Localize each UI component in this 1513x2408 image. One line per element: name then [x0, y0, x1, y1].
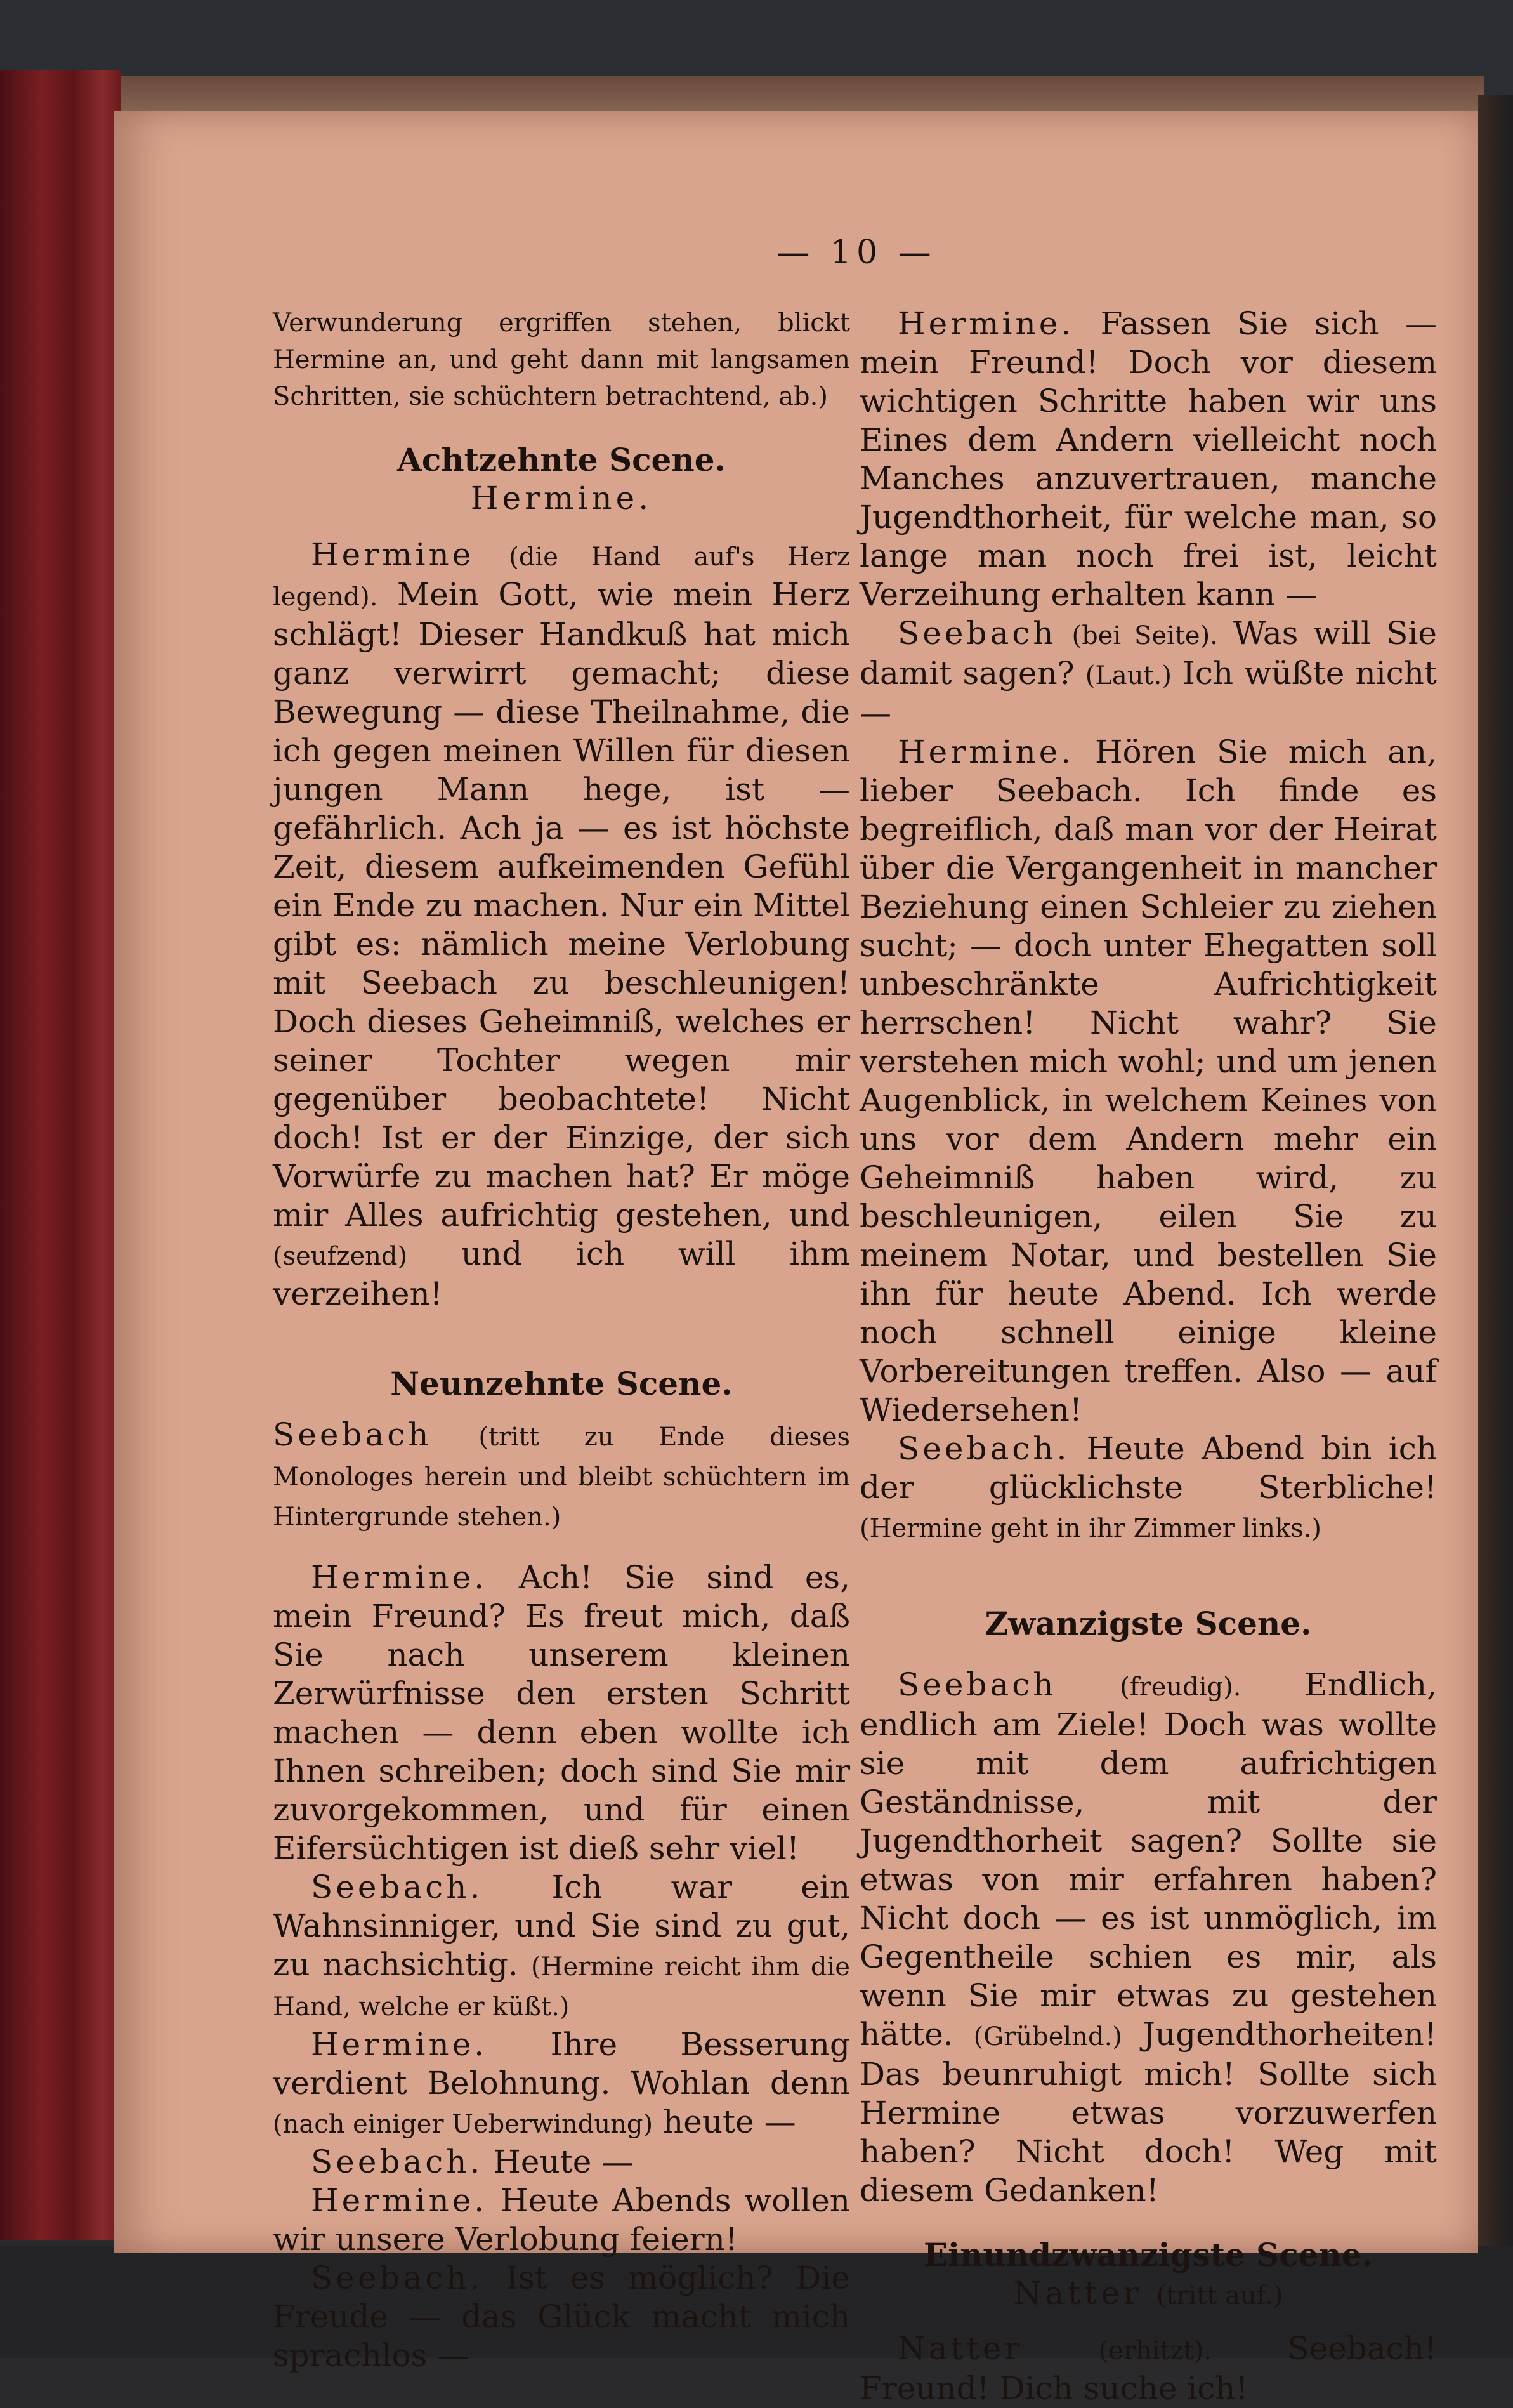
dialogue-text: Was will Sie damit sagen?	[860, 615, 1437, 692]
dialogue-text: Ach! Sie sind es, mein Freund? Es freut mich, daß Sie nach unserem kleinen Zerwürfnisse den ersten Schritt machen — denn eben wollte ich Ihnen schreiben; doch sind Sie mir zuvorgekommen, und für einen Eifersüchtigen ist dieß sehr viel!	[273, 1559, 850, 1867]
speaker-name: Seebach.	[311, 2143, 483, 2180]
dialogue-paragraph	[273, 2025, 850, 2143]
scene-heading: Zwanzigste Scene.	[985, 1605, 1312, 1642]
dialogue-paragraph	[273, 1416, 850, 1536]
stage-direction: (Grübelnd.)	[973, 2022, 1122, 2051]
right-column	[860, 305, 1437, 2408]
speaker-name: Natter	[898, 2330, 1023, 2367]
speaker-name: Natter	[1013, 2275, 1143, 2312]
dialogue-text: Heute —	[493, 2143, 634, 2180]
red-page-edges	[0, 70, 121, 2240]
stage-direction: (seufzend)	[273, 1242, 408, 1271]
dialogue-text: Seebach! Freund! Dich suche ich!	[860, 2330, 1437, 2407]
speaker-name: Seebach.	[311, 2260, 483, 2296]
dialogue-text: Ihre Besserung verdient Belohnung. Wohlan denn	[273, 2026, 850, 2102]
dialogue-text: Ich war ein Wahnsinniger, und Sie sind zu gut, zu nachsichtig.	[273, 1869, 850, 1983]
right-book-edge	[1478, 95, 1513, 2316]
dialogue-text: heute —	[663, 2103, 796, 2140]
stage-direction: (erhitzt).	[1098, 2336, 1212, 2365]
dialogue-paragraph	[860, 1430, 1437, 1547]
speaker-name: Seebach	[898, 1666, 1057, 1703]
dialogue-text: Ist es möglich? Die Freude — das Glück macht mich sprachlos —	[273, 2260, 850, 2374]
stage-direction: (tritt auf.)	[1156, 2281, 1283, 2310]
dialogue-text: Heute Abend bin ich der glücklichste Sterbliche!	[860, 1430, 1437, 1506]
dialogue-paragraph	[860, 733, 1437, 1430]
dialogue-paragraph	[860, 1666, 1437, 2210]
scene-heading: Neunzehnte Scene.	[390, 1365, 733, 1402]
speaker-name: Hermine.	[311, 2182, 488, 2219]
left-column	[273, 305, 850, 2375]
speaker-name: Hermine.	[311, 2026, 488, 2063]
speaker-name: Hermine.	[898, 305, 1075, 342]
speaker-name: Hermine.	[311, 1559, 488, 1596]
dialogue-text: und ich will ihm verzeihen!	[273, 1235, 850, 1312]
dialogue-paragraph	[860, 305, 1437, 614]
stage-direction: (nach einiger Ueberwindung)	[273, 2110, 653, 2139]
speaker-name: Seebach	[898, 615, 1057, 652]
scene-heading: Achtzehnte Scene.	[397, 441, 726, 478]
scene-cast: Hermine.	[470, 480, 653, 516]
stage-direction: (Hermine geht in ihr Zimmer links.)	[860, 1514, 1322, 1543]
dialogue-paragraph	[860, 2329, 1437, 2408]
stage-direction: (bei Seite).	[1071, 621, 1218, 650]
speaker-name: Seebach.	[898, 1430, 1070, 1467]
dialogue-text: Endlich, endlich am Ziele! Doch was wollte sie mit dem aufrichtigen Geständnisse, mit der Jugendthorheit sagen? Sollte sie etwas von mir erfahren haben? Nicht doch — es ist unmöglich, im Gegentheile schien es mir, als wenn Sie mir etwas zu gestehen hätte.	[860, 1666, 1437, 2053]
dialogue-text: Heute Abends wollen wir unsere Verlobung feiern!	[273, 2182, 850, 2258]
speaker-name: Hermine	[311, 536, 475, 573]
dialogue-paragraph	[273, 536, 850, 1313]
stage-direction: Verwunderung ergriffen stehen, blickt Hermine an, und geht dann mit langsamen Schritten, sie schüchtern betrachtend, ab.)	[273, 308, 850, 411]
dialogue-paragraph	[273, 1868, 850, 2025]
page-number: — 10 —	[776, 234, 936, 272]
speaker-name: Seebach	[273, 1416, 432, 1453]
stage-direction: (tritt zu Ende dieses Monologes herein und bleibt schüchtern im Hintergrunde stehen.)	[273, 1423, 850, 1532]
dialogue-paragraph	[273, 2143, 850, 2181]
stage-direction: (die Hand auf's Herz legend).	[273, 543, 850, 612]
stage-direction: (Hermine reicht ihm die Hand, welche er küßt.)	[273, 1952, 850, 2022]
stage-direction: (freudig).	[1120, 1673, 1241, 1702]
dialogue-text: Hören Sie mich an, lieber Seebach. Ich finde es begreiflich, daß man vor der Heirat über die Vergangenheit in mancher Beziehung einen Schleier zu ziehen sucht; — doch unter Ehegatten soll unbeschränkte Aufrichtigkeit herrschen! Nicht wahr? Sie verstehen mich wohl; und um jenen Augenblick, in welchem Keines von uns vor dem Andern mehr ein Geheimniß haben wird, zu beschleunigen, eilen Sie zu meinem Notar, und bestellen Sie ihn für heute Abend. Ich werde noch schnell einige kleine Vorbereitungen treffen. Also — auf Wiedersehen!	[860, 734, 1437, 1428]
dialogue-paragraph	[273, 2181, 850, 2259]
dialogue-paragraph	[273, 1558, 850, 1868]
dialogue-paragraph	[860, 614, 1437, 733]
dialogue-text: Ich wüßte nicht —	[860, 655, 1437, 732]
dialogue-text: Fassen Sie sich — mein Freund! Doch vor diesem wichtigen Schritte haben wir uns Eines dem Andern vielleicht noch Manches anzuvertrauen, manche Jugendthorheit, für welche man, so lange man noch frei ist, leicht Verzeihung erhalten kann —	[860, 305, 1437, 613]
speaker-name: Seebach.	[311, 1869, 483, 1905]
scene-heading: Einundzwanzigste Scene.	[923, 2236, 1373, 2273]
speaker-name: Hermine.	[898, 734, 1075, 770]
stage-direction: (Laut.)	[1085, 661, 1172, 690]
dialogue-text: Jugendthorheiten! Das beunruhigt mich! Sollte sich Hermine etwas vorzuwerfen haben? Nicht doch! Weg mit diesem Gedanken!	[860, 2016, 1437, 2209]
dialogue-text: Mein Gott, wie mein Herz schlägt! Dieser Handkuß hat mich ganz verwirrt gemacht; diese Bewegung — diese Theilnahme, die ich gegen meinen Willen für diesen jungen Mann hege, ist — gefährlich. Ach ja — es ist höchste Zeit, diesem aufkeimenden Gefühl ein Ende zu machen. Nur ein Mittel gibt es: nämlich meine Verlobung mit Seebach zu beschleunigen! Doch dieses Geheimniß, welches er seiner Tochter wegen mir gegenüber beobachtete! Nicht doch! Ist er der Einzige, der sich Vorwürfe zu machen hat? Er möge mir Alles aufrichtig gestehen, und	[273, 576, 850, 1234]
scene-cast	[860, 2274, 1437, 2314]
